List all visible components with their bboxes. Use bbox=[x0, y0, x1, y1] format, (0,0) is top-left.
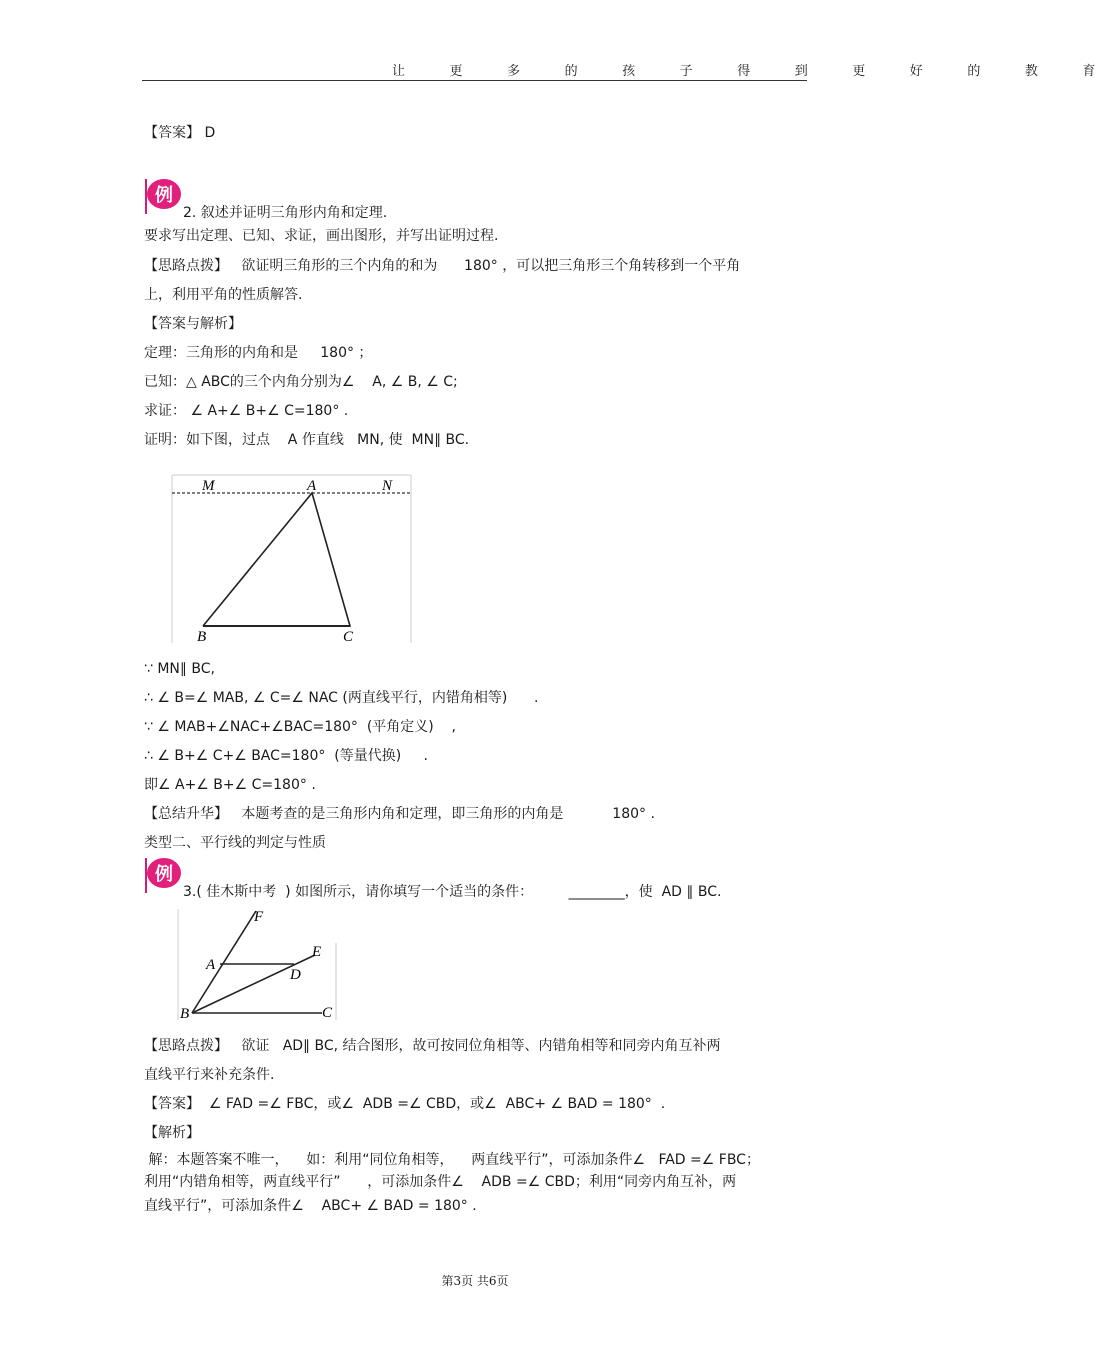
label-e: E bbox=[312, 944, 322, 960]
q2-theorem: 定理：三角形的内角和是 180° ； bbox=[144, 345, 373, 361]
q3-explanation-2: 利用“内错角相等，两直线平行” ，可添加条件∠ ADB =∠ CBD；利用“同旁内角互补，两 bbox=[144, 1174, 737, 1190]
label-b: B bbox=[197, 629, 207, 645]
example-badge-icon bbox=[143, 855, 183, 895]
label-c: C bbox=[322, 1005, 333, 1021]
q3-hint-2: 直线平行来补充条件. bbox=[144, 1067, 275, 1083]
label-m: M bbox=[202, 478, 215, 494]
label-c: C bbox=[343, 629, 354, 645]
answer-line: 【答案】 D bbox=[144, 125, 216, 141]
label-d: D bbox=[290, 967, 301, 983]
page-footer: 第3页 共6页 bbox=[441, 1274, 509, 1288]
label-f: F bbox=[254, 909, 264, 925]
label-n: N bbox=[382, 478, 393, 494]
q2-requirement: 要求写出定理、已知、求证，画出图形，并写出证明过程. bbox=[144, 228, 499, 244]
type-two-heading: 类型二、平行线的判定与性质 bbox=[144, 835, 326, 851]
badge-char: 例 bbox=[155, 864, 173, 885]
q3-answer: 【答案】 ∠ FAD =∠ FBC，或∠ ADB =∠ CBD，或∠ ABC+ ∠ BAD = 180° . bbox=[144, 1096, 666, 1112]
example-badge-icon bbox=[143, 176, 183, 216]
q2-title: 2. 叙述并证明三角形内角和定理. bbox=[183, 205, 388, 221]
proof-step-2: ∴ ∠ B=∠ MAB, ∠ C=∠ NAC (两直线平行，内错角相等) . bbox=[144, 690, 539, 706]
label-a: A bbox=[206, 957, 216, 973]
q2-given: 已知：△ ABC的三个内角分别为∠ A, ∠ B, ∠ C; bbox=[144, 374, 458, 390]
q2-hint-1: 【思路点拨】 欲证明三角形的三个内角的和为 180° ，可以把三角形三个角转移到一个平角 bbox=[144, 258, 741, 274]
header-title: 让 更 多 的 孩 子 得 到 更 好 的 教 育 bbox=[392, 64, 1116, 79]
parallel-figure bbox=[176, 907, 340, 1023]
proof-step-4: ∴ ∠ B+∠ C+∠ BAC=180° (等量代换) . bbox=[144, 748, 428, 764]
proof-step-1: ∵ MN∥ BC, bbox=[144, 661, 215, 677]
triangle-figure bbox=[170, 473, 414, 645]
q3-analysis-heading: 【解析】 bbox=[144, 1125, 200, 1141]
header-rule bbox=[142, 80, 807, 81]
q2-summary: 【总结升华】 本题考查的是三角形内角和定理，即三角形的内角是 180° . bbox=[144, 806, 655, 822]
q2-prove: 求证： ∠ A+∠ B+∠ C=180° . bbox=[144, 403, 349, 419]
q3-hint-1: 【思路点拨】 欲证 AD∥ BC, 结合图形，故可按同位角相等、内错角相等和同旁内角互补两 bbox=[144, 1038, 721, 1054]
triangle-abc bbox=[203, 493, 350, 626]
proof-step-5: 即∠ A+∠ B+∠ C=180° . bbox=[144, 777, 316, 793]
q3-explanation-1: 解：本题答案不唯一， 如：利用“同位角相等， 两直线平行”，可添加条件∠ FAD =∠ FBC； bbox=[144, 1152, 760, 1168]
label-a: A bbox=[307, 478, 317, 494]
proof-step-3: ∵ ∠ MAB+∠NAC+∠BAC=180° (平角定义) , bbox=[144, 719, 456, 735]
q2-answer-heading: 【答案与解析】 bbox=[144, 316, 242, 332]
q2-hint-2: 上，利用平角的性质解答. bbox=[144, 287, 303, 303]
badge-char: 例 bbox=[155, 185, 173, 206]
label-b: B bbox=[180, 1006, 190, 1022]
q2-proof: 证明：如下图，过点 A 作直线 MN, 使 MN∥ BC. bbox=[144, 432, 470, 448]
q3-title: 3.( 佳木斯中考 ) 如图所示，请你填写一个适当的条件： ________，使 AD ∥ BC. bbox=[183, 884, 722, 900]
q3-explanation-3: 直线平行”，可添加条件∠ ABC+ ∠ BAD = 180° . bbox=[144, 1198, 477, 1214]
